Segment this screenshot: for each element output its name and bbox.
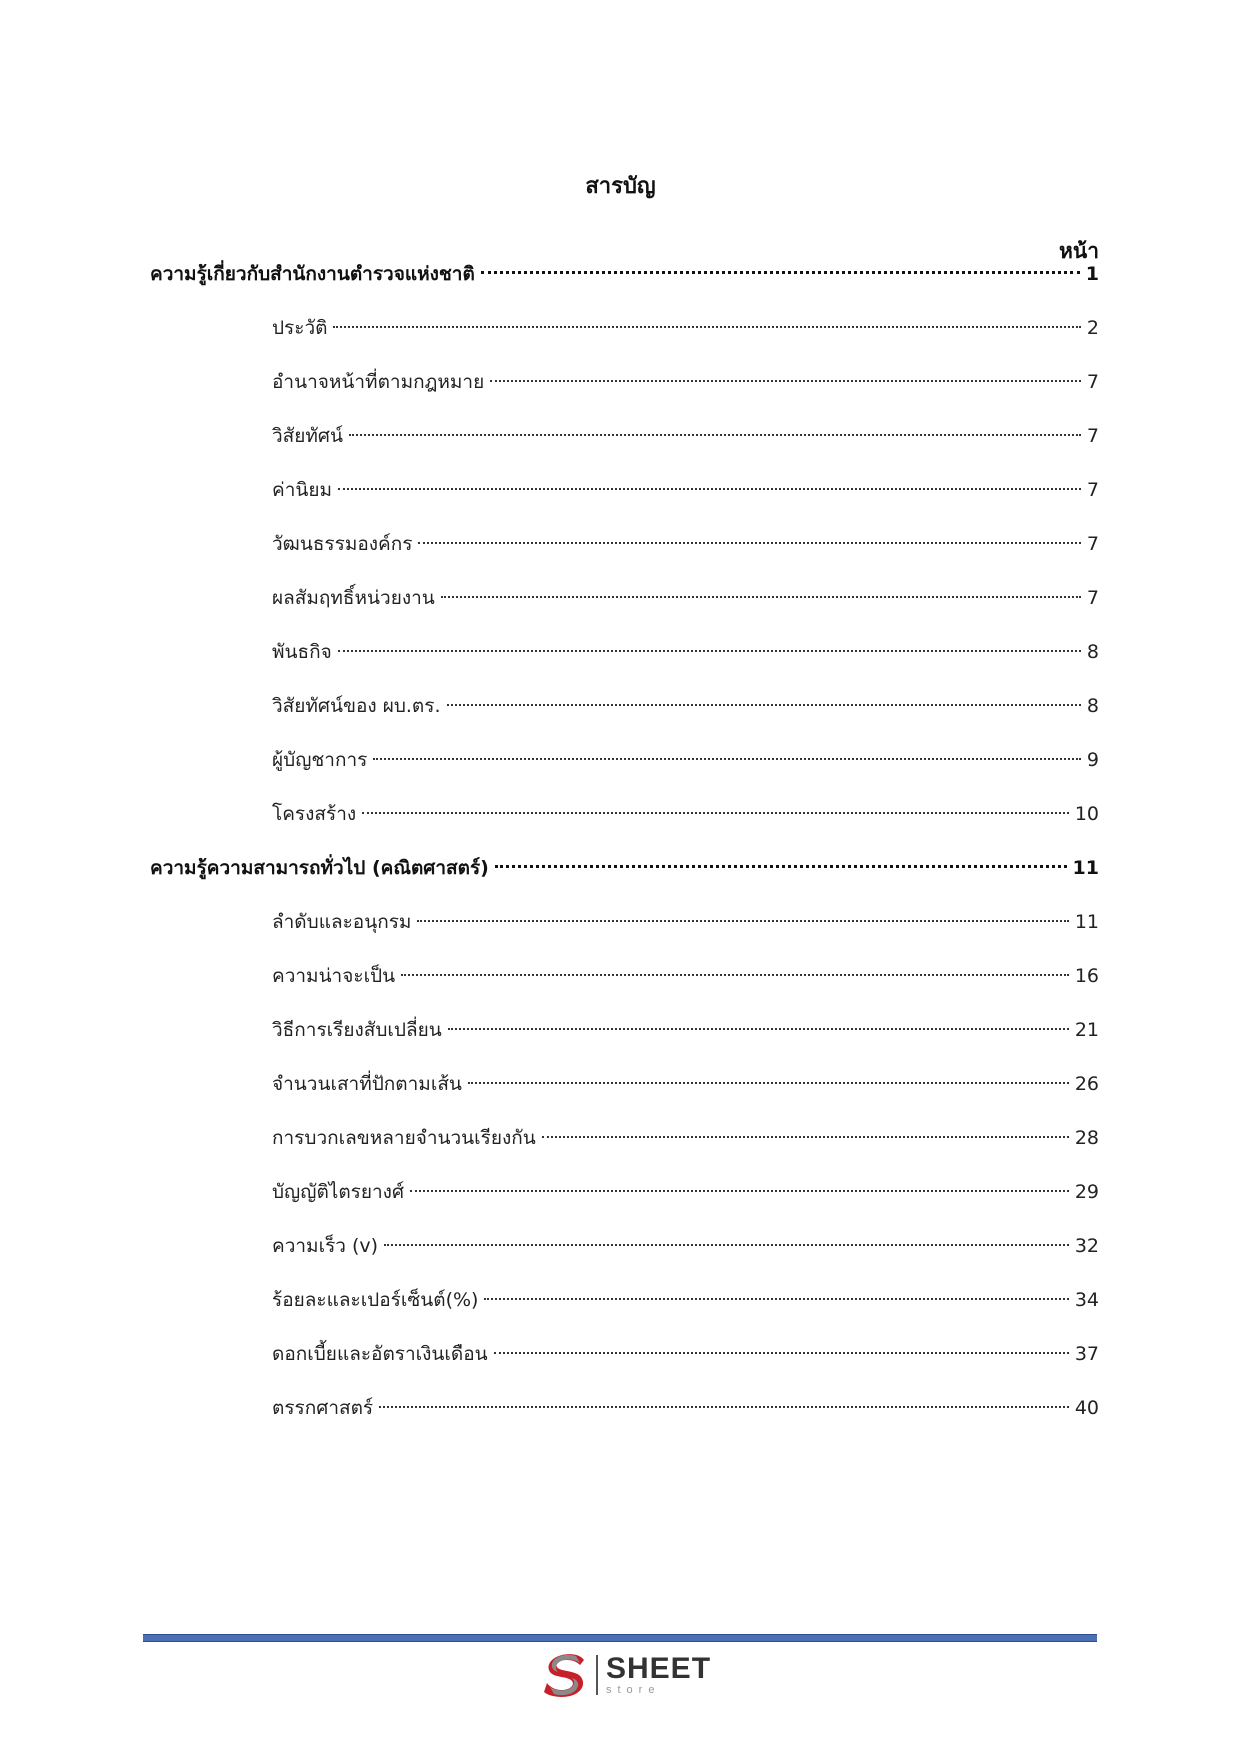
toc-page-number: 7 (1086, 425, 1099, 447)
toc-item-commissioner-vision[interactable] (272, 691, 1099, 721)
toc-item-label: ผู้บัญชาการ (272, 749, 368, 771)
dot-leader (384, 1244, 1069, 1246)
sheet-store-logo (540, 1650, 711, 1700)
toc-page-number: 9 (1086, 749, 1099, 771)
footer-divider (143, 1634, 1097, 1642)
toc-item-vision[interactable] (272, 421, 1099, 451)
toc-item-permutations[interactable] (272, 1015, 1099, 1045)
toc-item-label: บัญญัติไตรยางศ์ (272, 1181, 405, 1203)
toc-item-commanders[interactable] (272, 745, 1099, 775)
toc-item-label: อำนาจหน้าที่ตามกฎหมาย (272, 371, 485, 393)
toc-page-number: 37 (1074, 1343, 1099, 1365)
toc-item-percentages[interactable] (272, 1285, 1099, 1315)
toc-item-label: ความน่าจะเป็น (272, 965, 396, 987)
toc-item-culture[interactable] (272, 529, 1099, 559)
dot-leader (484, 1298, 1068, 1300)
page-title: สารบัญ (585, 174, 656, 199)
toc-item-label: จำนวนเสาที่ปักตามเส้น (272, 1073, 462, 1095)
dot-leader (373, 758, 1081, 760)
toc-page-number: 16 (1074, 965, 1099, 987)
toc-item-label: ความเร็ว (v) (272, 1235, 379, 1257)
dot-leader (410, 1190, 1069, 1192)
toc-item-velocity[interactable] (272, 1231, 1099, 1261)
dot-leader (417, 920, 1068, 922)
dot-leader (349, 434, 1081, 436)
dot-leader (481, 271, 1080, 274)
dot-leader (338, 488, 1081, 490)
toc-item-structure[interactable] (272, 799, 1099, 829)
dot-leader (448, 1028, 1069, 1030)
toc-item-label: วัฒนธรรมองค์กร (272, 533, 413, 555)
dot-leader (441, 596, 1081, 598)
toc-page-number: 7 (1086, 587, 1099, 609)
toc-item-label: ร้อยละและเปอร์เซ็นต์(%) (272, 1289, 479, 1311)
dot-leader (495, 865, 1067, 868)
toc-section-label: ความรู้ความสามารถทั่วไป (คณิตศาสตร์) (150, 857, 489, 879)
toc-page-number: 11 (1072, 857, 1099, 879)
toc-page-number: 11 (1074, 911, 1099, 933)
toc-section-general-ability-math[interactable] (150, 853, 1099, 883)
toc-page-number: 1 (1085, 263, 1099, 285)
toc-item-sequences-series[interactable] (272, 907, 1099, 937)
toc-page-number: 34 (1074, 1289, 1099, 1311)
logo-wordmark (606, 1654, 711, 1696)
dot-leader (362, 812, 1069, 814)
toc-section-police-knowledge[interactable] (150, 259, 1099, 289)
toc-page-number: 26 (1074, 1073, 1099, 1095)
toc-item-probability[interactable] (272, 961, 1099, 991)
toc-item-label: วิสัยทัศน์ของ ผบ.ตร. (272, 695, 441, 717)
dot-leader (418, 542, 1080, 544)
dot-leader (401, 974, 1069, 976)
toc-page-number: 7 (1086, 533, 1099, 555)
dot-leader (468, 1082, 1069, 1084)
toc-item-history[interactable] (272, 313, 1099, 343)
logo-divider (596, 1655, 598, 1695)
dot-leader (494, 1352, 1069, 1354)
toc-item-label: ดอกเบี้ยและอัตราเงินเดือน (272, 1343, 488, 1365)
toc-item-label: พันธกิจ (272, 641, 332, 663)
toc-section-label: ความรู้เกี่ยวกับสำนักงานตำรวจแห่งชาติ (150, 263, 475, 285)
toc-item-posts-along-line[interactable] (272, 1069, 1099, 1099)
toc-page-number: 7 (1086, 371, 1099, 393)
dot-leader (542, 1136, 1069, 1138)
toc-page-number: 10 (1074, 803, 1099, 825)
toc-page-number: 28 (1074, 1127, 1099, 1149)
toc-page-number: 21 (1074, 1019, 1099, 1041)
toc-item-achievements[interactable] (272, 583, 1099, 613)
toc-page-number: 40 (1074, 1397, 1099, 1419)
toc-item-label: วิธีการเรียงสับเปลี่ยน (272, 1019, 442, 1041)
sheet-store-s-logo-icon (540, 1650, 590, 1700)
toc-item-mission[interactable] (272, 637, 1099, 667)
toc-item-interest-salary[interactable] (272, 1339, 1099, 1369)
dot-leader (379, 1406, 1069, 1408)
toc-page-number: 32 (1074, 1235, 1099, 1257)
page-column-header: หน้า (1059, 239, 1099, 263)
toc-item-consecutive-sums[interactable] (272, 1123, 1099, 1153)
toc-item-values[interactable] (272, 475, 1099, 505)
logo-word: SHEET (606, 1652, 712, 1685)
toc-item-rule-of-three[interactable] (272, 1177, 1099, 1207)
toc-item-label: โครงสร้าง (272, 803, 357, 825)
dot-leader (447, 704, 1081, 706)
toc-item-label: ประวัติ (272, 317, 328, 339)
toc-item-label: ค่านิยม (272, 479, 333, 501)
toc-item-logic[interactable] (272, 1393, 1099, 1423)
toc-item-legal-authority[interactable] (272, 367, 1099, 397)
dot-leader (490, 380, 1081, 382)
toc-page-number: 29 (1074, 1181, 1099, 1203)
toc-page-number: 8 (1086, 641, 1099, 663)
dot-leader (333, 326, 1080, 328)
toc-page-number: 8 (1086, 695, 1099, 717)
dot-leader (338, 650, 1081, 652)
toc-page-number: 2 (1086, 317, 1099, 339)
toc-item-label: ลำดับและอนุกรม (272, 911, 412, 933)
toc-item-label: ผลสัมฤทธิ์หน่วยงาน (272, 587, 435, 609)
logo-subword: store (606, 1684, 661, 1696)
toc-item-label: วิสัยทัศน์ (272, 425, 343, 447)
toc-item-label: การบวกเลขหลายจำนวนเรียงกัน (272, 1127, 536, 1149)
toc-item-label: ตรรกศาสตร์ (272, 1397, 374, 1419)
toc-page-number: 7 (1086, 479, 1099, 501)
